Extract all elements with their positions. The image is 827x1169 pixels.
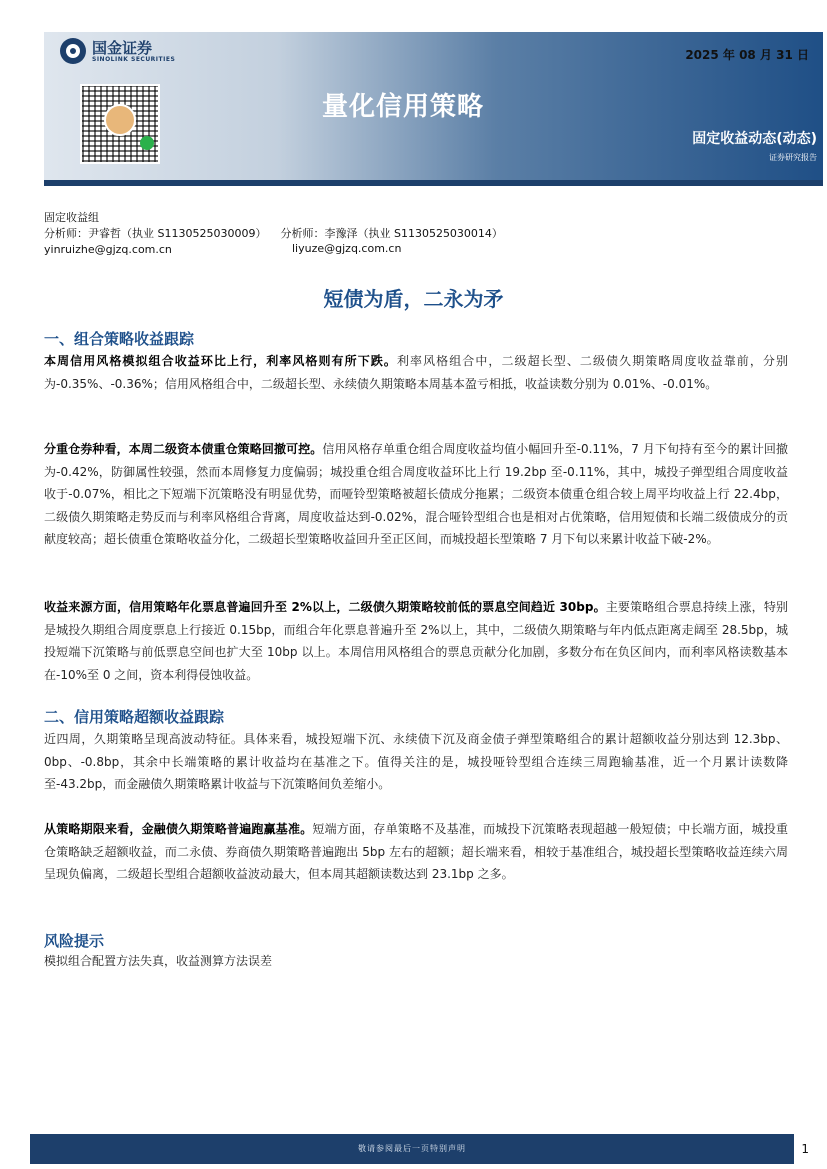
paragraph-body: 近四周，久期策略呈现高波动特征。具体来看，城投短端下沉、永续债下沉及商金债子弹型策略组合的累计超额收益分别达到 12.3bp、0bp、-0.8bp，其余中长端策略的累计收益均在基准之下。值得关注的是，城投哑铃型组合连续三周跑输基准，近一个月累计读数降至-43.2bp，而金融债久期策略累计收益与下沉策略间负差缩小。	[44, 732, 788, 791]
section-1-paragraph-3	[44, 596, 788, 686]
author-block	[44, 210, 503, 258]
risk-text: 模拟组合配置方法失真，收益测算方法误差	[44, 954, 273, 968]
paragraph-body: 信用风格存单重仓组合周度收益均值小幅回升至-0.11%，7 月下旬持有至今的累计回撤为-0.42%，防御属性较强，然而本周修复力度偏弱；城投重仓组合周度收益环比上行 19.2bp 至-0.11%，其中，城投子弹型组合周度收益收于-0.07%，相比之下短端下沉策略没有明显优势，而哑铃型策略被超长债成分拖累；二级资本债重仓组合较上周平均收益上行 22.4bp，二级债久期策略走势反而与利率风格组合背离，周度收益达到-0.02%，混合哑铃型组合也是相对占优策略，信用短债和长端二级债成分的贡献度较高；超长债重仓策略收益分化，二级超长型策略收益回升至正区间，而城投超长型策略 7 月下旬以来累计收益下破-2%。	[44, 442, 788, 546]
analyst-2-email[interactable]: liyuze@gjzq.com.cn	[292, 242, 402, 255]
paragraph-lead: 本周信用风格模拟组合收益环比上行，利率风格则有所下跌。	[44, 354, 397, 368]
report-headline: 短债为盾，二永为矛	[323, 287, 504, 311]
risk-title: 风险提示	[44, 932, 105, 950]
footer-disclaimer: 敬请参阅最后一页特别声明	[358, 1144, 466, 1153]
report-date: 2025 年 08 月 31 日	[685, 48, 809, 62]
logo-name-en: SINOLINK SECURITIES	[92, 55, 176, 63]
section-1-title: 一、组合策略收益跟踪	[44, 330, 195, 348]
logo-name-cn: 国金证券	[92, 38, 153, 57]
paragraph-lead: 收益来源方面，信用策略年化票息普遍回升至 2%以上，二级债久期策略较前低的票息空间趋近 30bp。	[44, 600, 606, 614]
logo-icon	[60, 38, 86, 64]
paragraph-lead: 从策略期限来看，金融债久期策略普遍跑赢基准。	[44, 822, 313, 836]
section-1-paragraph-2	[44, 438, 788, 551]
footer-bar	[30, 1134, 794, 1164]
section-2-title: 二、信用策略超额收益跟踪	[44, 708, 225, 726]
company-logo	[60, 38, 175, 64]
section-2-paragraph-1	[44, 728, 788, 796]
section-2-paragraph-2	[44, 818, 788, 886]
wechat-icon	[140, 136, 154, 150]
paragraph-body: 主要策略组合票息持续上涨，特别是城投久期组合周度票息上行接近 0.15bp，而组合年化票息普遍升至 2%以上，其中，二级债久期策略与年内低点距离走阔至 28.5bp，城投短端下沉策略与前低票息空间也扩大至 10bp 以上。本周信用风格组合的票息贡献分化加剧，多数分布在负区间内，而利率风格读数基本在-10%至 0 之间，资本利得侵蚀收益。	[44, 600, 788, 682]
paragraph-body: 利率风格组合中，二级超长型、二级债久期策略周度收益靠前，分别为-0.35%、-0.36%；信用风格组合中，二级超长型、永续债久期策略本周基本盈亏相抵，收益读数分别为 0.01%、-0.01%。	[44, 354, 788, 391]
page-number: 1	[801, 1142, 809, 1156]
qr-center-logo-icon	[104, 104, 136, 136]
report-title: 量化信用策略	[322, 92, 485, 122]
analyst-line	[44, 226, 503, 242]
team-name: 固定收益组	[44, 211, 99, 224]
analyst-2: 分析师：李豫泽（执业 S1130525030014）	[280, 227, 503, 240]
analyst-1-email[interactable]: yinruizhe@gjzq.com.cn	[44, 243, 172, 256]
report-category: 证券研究报告	[769, 153, 817, 162]
paragraph-body: 短端方面，存单策略不及基准，而城投下沉策略表现超越一般短债；中长端方面，城投重仓策略缺乏超额收益，而二永债、券商债久期策略普遍跑出 5bp 左右的超额；超长端来看，相较于基准组合，城投超长型策略收益连续六周呈现负偏离，二级超长型组合超额收益波动最大，但本周其超额读数达到 23.1bp 之多。	[44, 822, 788, 881]
paragraph-lead: 分重仓券种看，本周二级资本债重仓策略回撤可控。	[44, 442, 323, 456]
analyst-1: 分析师：尹睿哲（执业 S1130525030009）	[44, 227, 267, 240]
section-1-paragraph-1	[44, 350, 788, 395]
report-type: 固定收益动态(动态)	[692, 131, 817, 147]
